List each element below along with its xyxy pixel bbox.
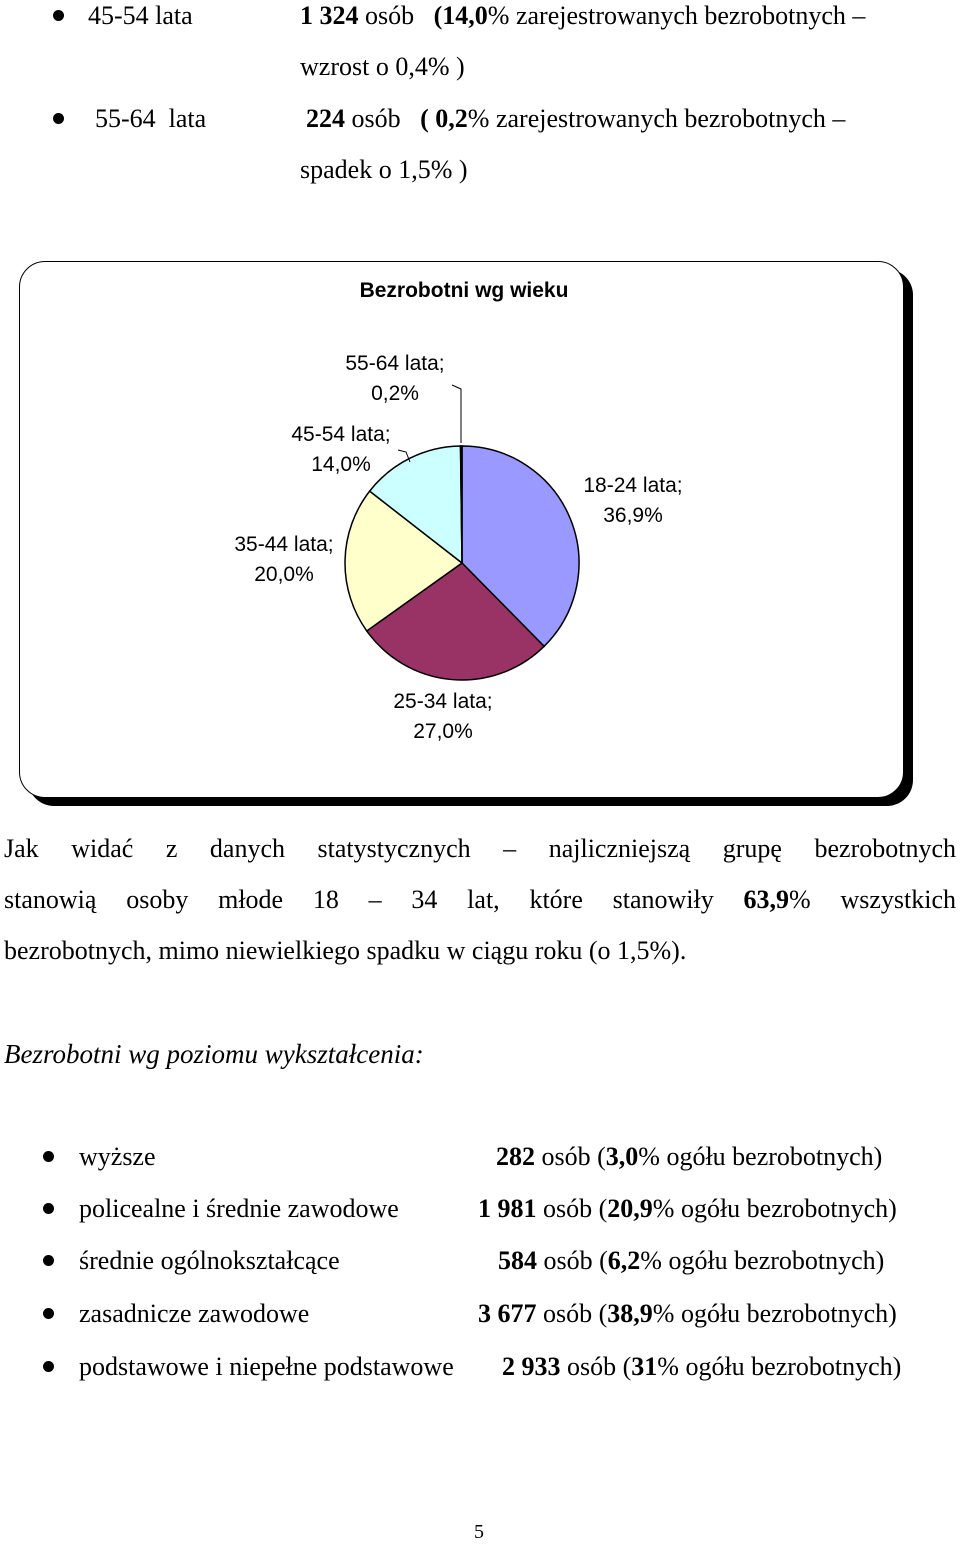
bullet [43, 1203, 54, 1214]
education-label: średnie ogólnokształcące [79, 1246, 340, 1275]
label-value: 27,0% [413, 720, 473, 743]
education-count: 282 [496, 1142, 535, 1171]
education-stats [478, 1194, 897, 1224]
education-stats [502, 1352, 901, 1382]
bullet [43, 1308, 54, 1319]
education-text: % ogółu bezrobotnych) [640, 1246, 885, 1275]
label-value: 14,0% [311, 453, 371, 476]
age-cont-45-54: wzrost o 0,4% ) [300, 52, 465, 81]
education-count: 584 [498, 1246, 537, 1275]
age-count: 1 324 [300, 1, 359, 30]
label-category: 18-24 lata; [583, 474, 683, 497]
education-label: wyższe [79, 1142, 156, 1171]
education-stats [496, 1142, 882, 1172]
chart-title: Bezrobotni wg wieku [359, 279, 569, 302]
education-count: 2 933 [502, 1352, 561, 1381]
age-pct: ( 0,2 [420, 104, 468, 133]
education-text: osób ( [536, 1299, 608, 1328]
education-pct: 6,2 [607, 1246, 641, 1275]
education-text: osób ( [537, 1246, 608, 1275]
paragraph-line-2 [4, 885, 956, 915]
education-heading: Bezrobotni wg poziomu wykształcenia: [4, 1039, 424, 1069]
label-category: 55-64 lata; [345, 352, 445, 375]
education-text: osób ( [560, 1352, 632, 1381]
age-cont-55-64: spadek o 1,5% ) [300, 155, 468, 184]
education-pct: 3,0 [605, 1142, 639, 1171]
label-category: 35-44 lata; [234, 533, 334, 556]
label-25-34 [358, 687, 528, 747]
para-text: % wszystkich [789, 885, 957, 914]
education-count: 3 677 [478, 1299, 537, 1328]
age-unit: osób [351, 104, 401, 133]
education-text: % ogółu bezrobotnych) [652, 1299, 897, 1328]
bullet [43, 1151, 54, 1162]
education-stats [478, 1299, 897, 1329]
page-number: 5 [474, 1521, 484, 1543]
label-value: 0,2% [371, 382, 419, 405]
age-rest: % zarejestrowanych bezrobotnych – [487, 1, 866, 30]
education-text: % ogółu bezrobotnych) [657, 1352, 902, 1381]
paragraph-line-3: bezrobotnych, mimo niewielkiego spadku w ciągu roku (o 1,5%). [4, 936, 687, 965]
education-text: % ogółu bezrobotnych) [652, 1194, 897, 1223]
age-label-45-54: 45-54 lata [88, 1, 193, 30]
education-text: % ogółu bezrobotnych) [638, 1142, 883, 1171]
education-label: podstawowe i niepełne podstawowe [79, 1352, 454, 1381]
label-18-24 [548, 471, 718, 531]
education-pct: 38,9 [607, 1299, 653, 1328]
education-label: zasadnicze zawodowe [79, 1299, 310, 1328]
para-text: stanowią osoby młode 18 – 34 lat, które stanowiły [4, 885, 714, 914]
age-count: 224 [306, 104, 345, 133]
label-value: 20,0% [254, 563, 314, 586]
label-category: 25-34 lata; [393, 690, 493, 713]
paragraph-line-1: Jak widać z danych statystycznych – najliczniejszą grupę bezrobotnych [4, 834, 956, 863]
label-55-64 [310, 349, 480, 409]
age-rest: % zarejestrowanych bezrobotnych – [467, 104, 846, 133]
para-highlight: 63,9 [743, 885, 790, 914]
education-count: 1 981 [478, 1194, 537, 1223]
label-category: 45-54 lata; [291, 423, 391, 446]
bullet [43, 1255, 54, 1266]
age-unit: osób [365, 1, 415, 30]
label-35-44 [199, 530, 369, 590]
education-pct: 31 [631, 1352, 658, 1381]
age-label-55-64: 55-64 lata [95, 104, 207, 133]
age-pct: (14,0 [433, 1, 488, 30]
label-value: 36,9% [603, 504, 663, 527]
education-stats [498, 1246, 884, 1276]
education-text: osób ( [536, 1194, 608, 1223]
education-pct: 20,9 [607, 1194, 653, 1223]
education-label: policealne i średnie zawodowe [79, 1194, 399, 1223]
education-text: osób ( [535, 1142, 606, 1171]
bullet [43, 1361, 54, 1372]
label-45-54 [256, 420, 426, 480]
